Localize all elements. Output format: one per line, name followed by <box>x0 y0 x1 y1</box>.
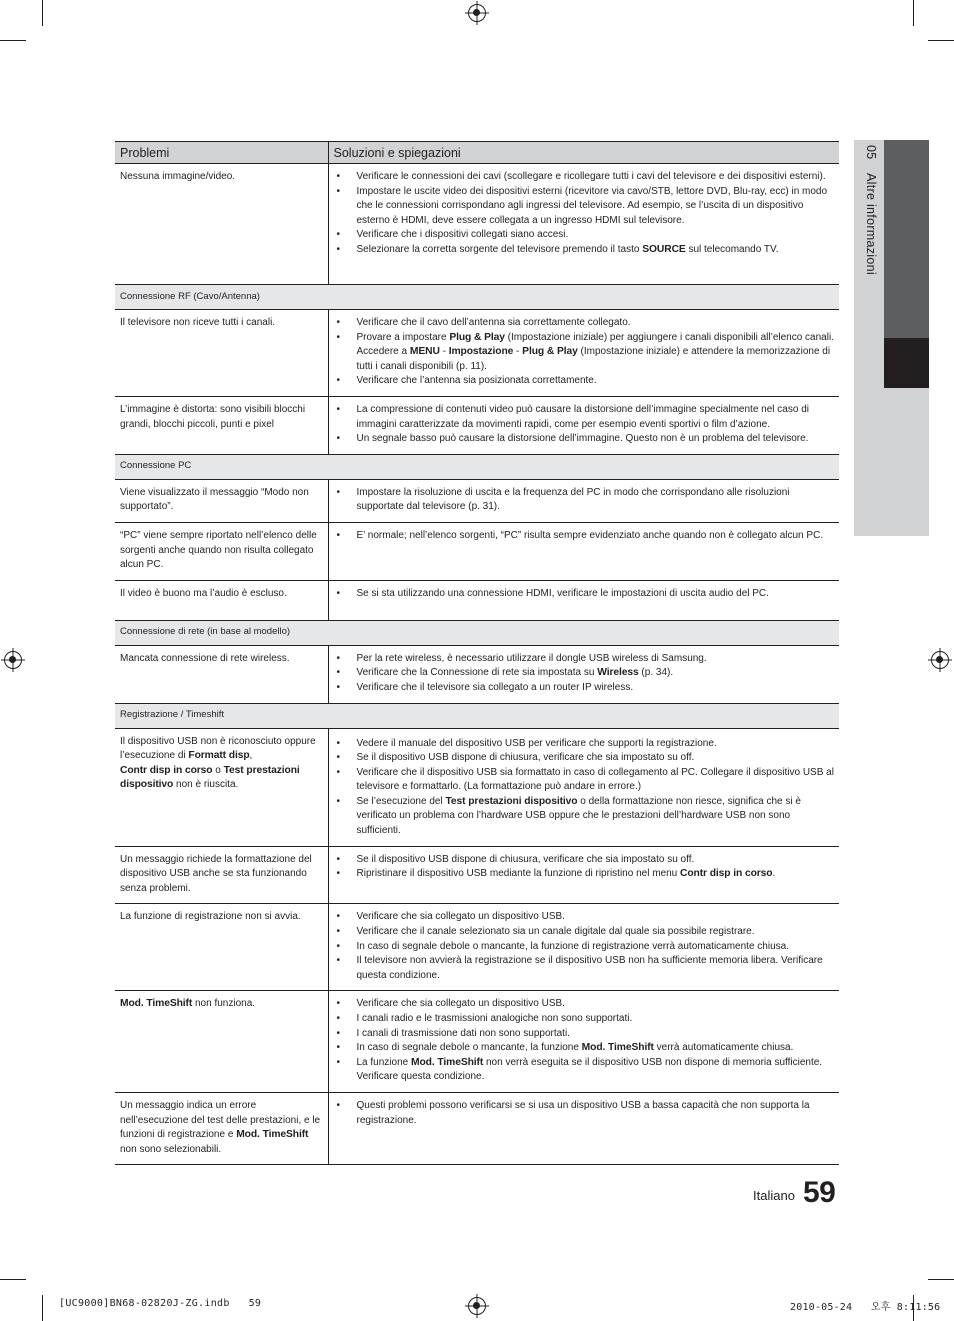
table-row <box>115 310 839 397</box>
keyword: Mod. TimeShift <box>411 1056 484 1068</box>
crop-mark <box>42 1295 43 1321</box>
language-label: Italiano <box>753 1188 795 1203</box>
solution-item: • Se il dispositivo USB dispone di chiusura, verificare che sia impostato su off. <box>357 853 835 868</box>
side-tab-current-marker <box>884 338 929 388</box>
print-date-info: 2010-05-24 오후 8:11:56 <box>790 1302 941 1313</box>
solution-item: • Verificare che sia collegato un dispositivo USB. <box>357 910 835 925</box>
solution-item: • Ripristinare il dispositivo USB mediante la funzione di ripristino nel menu Contr disp in corso. <box>357 867 835 882</box>
problem-cell: Un messaggio indica un errore nell’esecuzione del test delle prestazioni, e le funzioni di registrazione e Mod. TimeShift non sono selezionabili. <box>115 1092 328 1164</box>
section-title: Connessione PC <box>115 454 839 479</box>
section-row-network <box>115 620 839 645</box>
table-row <box>115 1092 839 1164</box>
table-header-row <box>115 142 839 164</box>
table-row <box>115 728 839 846</box>
section-row-pc <box>115 454 839 479</box>
solution-item: • Verificare che la Connessione di rete sia impostata su Wireless (p. 34). <box>357 666 835 681</box>
solution-item: • Verificare che i dispositivi collegati siano accesi. <box>357 228 835 243</box>
chapter-title: Altre informazioni <box>864 173 878 276</box>
solution-item: • In caso di segnale debole o mancante, la funzione Mod. TimeShift verrà automaticamente chiusa. <box>357 1041 835 1056</box>
solution-item: • Se si sta utilizzando una connessione HDMI, verificare le impostazioni di uscita audio del PC. <box>357 587 835 602</box>
crop-mark <box>928 1279 954 1280</box>
print-file-info: [UC9000]BN68-02820J-ZG.indb 59 <box>59 1298 262 1309</box>
table-row <box>115 580 839 620</box>
solution-cell <box>328 1092 839 1164</box>
solution-item: • Un segnale basso può causare la distorsione dell’immagine. Questo non è un problema del televisore. <box>357 432 835 447</box>
side-tab-light-block <box>884 388 929 536</box>
problem-cell: Il video è buono ma l’audio è escluso. <box>115 580 328 620</box>
crop-mark <box>928 40 954 41</box>
registration-mark-icon <box>468 1297 486 1315</box>
keyword: Mod. TimeShift <box>120 998 193 1010</box>
table-row <box>115 479 839 522</box>
problem-cell: Un messaggio richiede la formattazione del dispositivo USB anche se sta funzionando senza problemi. <box>115 846 328 904</box>
solution-cell <box>328 310 839 397</box>
solution-item: • Se il dispositivo USB dispone di chiusura, verificare che sia impostato su off. <box>357 751 835 766</box>
crop-mark <box>0 1279 26 1280</box>
solution-item: • Impostare le uscite video dei dispositivi esterni (ricevitore via cavo/STB, lettore DVD, Blu-ray, ecc) in modo che le connessioni corrispondano agli ingressi del televisore. Ad esempio, se l’uscita di un dispositivo esterno è HDMI, deve essere collegata a un ingresso HDMI sul televisore. <box>357 185 835 229</box>
keyword: Wireless <box>597 667 639 679</box>
solution-item: • Selezionare la corretta sorgente del televisore premendo il tasto SOURCE sul telecomando TV. <box>357 243 835 258</box>
solution-item: • Provare a impostare Plug & Play (Impostazione iniziale) per aggiungere i canali disponibili all’elenco canali. Accedere a MENU - Impostazione - Plug & Play (Impostazione iniziale) e attendere la memorizzazione di tutti i canali disponibili (p. 11). <box>357 331 835 375</box>
table-row <box>115 522 839 580</box>
keyword: SOURCE <box>642 243 686 255</box>
solution-item: • Per la rete wireless, è necessario utilizzare il dongle USB wireless di Samsung. <box>357 652 835 667</box>
crop-mark <box>42 0 43 26</box>
problem-cell: Mod. TimeShift non funziona. <box>115 991 328 1093</box>
solution-cell <box>328 522 839 580</box>
solution-item: • Il televisore non avvierà la registrazione se il dispositivo USB non ha sufficiente memoria libera. Verificare questa condizione. <box>357 954 835 983</box>
section-title: Registrazione / Timeshift <box>115 703 839 728</box>
problem-cell: L’immagine è distorta: sono visibili blocchi grandi, blocchi piccoli, punti e pixel <box>115 396 328 454</box>
keyword: Test prestazioni dispositivo <box>120 764 300 791</box>
solution-item: • Verificare che l’antenna sia posizionata correttamente. <box>357 374 835 389</box>
section-row-recording <box>115 703 839 728</box>
chapter-label <box>858 145 878 345</box>
problem-cell: Viene visualizzato il messaggio “Modo non supportato”. <box>115 479 328 522</box>
solution-item: • Se l’esecuzione del Test prestazioni dispositivo o della formattazione non riesce, significa che si è verificato un problema con l’hardware USB oppure che le prestazioni dell’hardware USB non sono sufficienti. <box>357 795 835 839</box>
keyword: Mod. TimeShift <box>236 1129 309 1141</box>
registration-mark-icon <box>4 651 22 669</box>
solution-cell <box>328 396 839 454</box>
solution-item: • La compressione di contenuti video può causare la distorsione dell’immagine specialmente nel caso di immagini caratterizzate da movimenti rapidi, come per esempio eventi sportivi o film d’azione. <box>357 403 835 432</box>
header-problems: Problemi <box>115 142 328 164</box>
section-title: Connessione RF (Cavo/Antenna) <box>115 285 839 310</box>
section-title: Connessione di rete (in base al modello) <box>115 620 839 645</box>
header-solutions: Soluzioni e spiegazioni <box>328 142 839 164</box>
keyword: MENU <box>409 346 440 358</box>
keyword: Plug & Play <box>449 331 505 343</box>
solution-item: • Impostare la risoluzione di uscita e la frequenza del PC in modo che corrispondano alle risoluzioni supportate dal televisore (p. 31). <box>357 486 835 515</box>
solution-item: • I canali radio e le trasmissioni analogiche non sono supportati. <box>357 1012 835 1027</box>
solution-item: • Verificare che il televisore sia collegato a un router IP wireless. <box>357 681 835 696</box>
solution-item: • I canali di trasmissione dati non sono supportati. <box>357 1027 835 1042</box>
registration-mark-icon <box>931 651 949 669</box>
solution-cell <box>328 904 839 991</box>
solution-cell <box>328 479 839 522</box>
problem-cell: La funzione di registrazione non si avvia. <box>115 904 328 991</box>
solution-item: • La funzione Mod. TimeShift non verrà eseguita se il dispositivo USB non dispone di memoria sufficiente. Verificare questa condizione. <box>357 1056 835 1085</box>
problem-cell: Il televisore non riceve tutti i canali. <box>115 310 328 397</box>
solution-item: • E’ normale; nell’elenco sorgenti, “PC” risulta sempre evidenziato anche quando non è collegato alcun PC. <box>357 529 835 544</box>
side-tab-dark-block <box>884 140 929 338</box>
problem-cell: “PC” viene sempre riportato nell’elenco delle sorgenti anche quando non risulta collegato alcun PC. <box>115 522 328 580</box>
solution-item: • Vedere il manuale del dispositivo USB per verificare che supporti la registrazione. <box>357 737 835 752</box>
problem-cell: Il dispositivo USB non è riconosciuto oppure l’esecuzione di Formatt disp, Contr disp in corso o Test prestazioni dispositivo non è riuscita. <box>115 728 328 846</box>
solution-item: • Verificare che il cavo dell’antenna sia correttamente collegato. <box>357 316 835 331</box>
section-row-rf <box>115 285 839 310</box>
solution-cell <box>328 728 839 846</box>
solution-item: • Verificare che sia collegato un dispositivo USB. <box>357 997 835 1012</box>
table-row <box>115 396 839 454</box>
solution-item: • In caso di segnale debole o mancante, la funzione di registrazione verrà automaticamente chiusa. <box>357 940 835 955</box>
crop-mark <box>0 40 26 41</box>
page-number: 59 <box>803 1176 836 1209</box>
solution-cell <box>328 164 839 285</box>
keyword: Mod. TimeShift <box>581 1042 654 1054</box>
table-row <box>115 991 839 1093</box>
table-row <box>115 164 839 285</box>
keyword: Contr disp in corso <box>120 764 213 776</box>
keyword: Test prestazioni dispositivo <box>445 795 578 807</box>
keyword: Formatt disp <box>188 750 250 762</box>
keyword: Contr disp in corso <box>680 868 773 880</box>
solution-cell <box>328 645 839 703</box>
problem-cell: Nessuna immagine/video. <box>115 164 328 285</box>
solution-item: • Verificare le connessioni dei cavi (scollegare e ricollegare tutti i cavi del televisore e dei dispositivi esterni). <box>357 170 835 185</box>
solution-item: • Questi problemi possono verificarsi se si usa un dispositivo USB a bassa capacità che non supporta la registrazione. <box>357 1099 835 1128</box>
keyword: Impostazione <box>448 346 514 358</box>
troubleshooting-table <box>115 141 839 1165</box>
solution-cell <box>328 580 839 620</box>
solution-cell <box>328 991 839 1093</box>
table-row <box>115 846 839 904</box>
table-row <box>115 645 839 703</box>
crop-mark <box>913 0 914 26</box>
table-row <box>115 904 839 991</box>
keyword: Plug & Play <box>522 346 578 358</box>
solution-cell <box>328 846 839 904</box>
problem-cell: Mancata connessione di rete wireless. <box>115 645 328 703</box>
registration-mark-icon <box>468 4 486 22</box>
solution-item: • Verificare che il dispositivo USB sia formattato in caso di collegamento al PC. Collegare il dispositivo USB al televisore e formattarlo. (La formattazione può andare in errore.) <box>357 766 835 795</box>
solution-item: • Verificare che il canale selezionato sia un canale digitale dal quale sia possibile registrare. <box>357 925 835 940</box>
chapter-number: 05 <box>864 145 878 160</box>
